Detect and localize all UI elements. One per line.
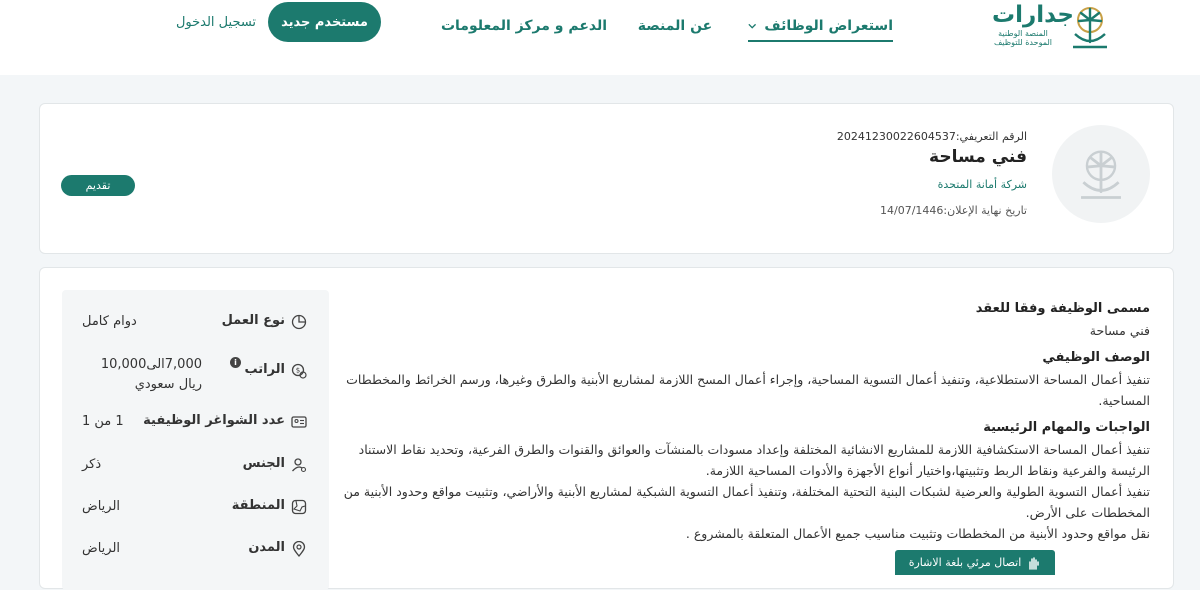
sign-language-hand-icon: [1027, 556, 1041, 570]
work-type-value: دوام كامل: [82, 314, 137, 329]
user-gender-icon: [291, 457, 307, 473]
company-link[interactable]: شركة أمانة المتحدة: [937, 178, 1027, 191]
city-value: الرياض: [82, 541, 121, 556]
salary-icon: [291, 363, 307, 379]
job-description-section: [342, 298, 1150, 544]
logo-name: جدارات: [992, 2, 1074, 28]
job-info-panel: [62, 290, 329, 590]
duty-item: تنفيذ أعمال المساحة الاستكشافية اللازمة للمشاريع الانشائية المختلفة وإعداد مسودات بالمنشآت والعوائق والقنوات والطرق الفرعية، وتحديد نقاط الاستناد الرئيسة والفرعية ونقاط الربط وتثبيتها،واختيار أنواع الأجهزة والأدوات المساحية اللازمة.: [358, 442, 1150, 478]
svg-text:$: $: [295, 366, 301, 375]
apply-button[interactable]: تقديم: [61, 175, 135, 196]
work-type-label: نوع العمل: [221, 313, 285, 328]
nav-support[interactable]: [435, 14, 608, 38]
contract-title-heading: مسمى الوظيفة وفقا للعقد: [975, 301, 1150, 316]
duty-item: تنفيذ أعمال التسوية الطولية والعرضية لشبكات البنية التحتية المختلفة، وتنفيذ أعمال التسوية الشبكية لمشاريع الأبنية والأراضي، وتثبيت مواقع وحدود الأبنية من المخططات على الأرض.: [343, 484, 1150, 520]
job-title: فني مساحة: [929, 147, 1027, 167]
region-value: الرياض: [82, 499, 121, 514]
info-icon[interactable]: i: [230, 357, 241, 368]
chevron-down-icon: [748, 21, 756, 31]
description-heading: الوصف الوظيفي: [1042, 350, 1150, 365]
new-user-button[interactable]: مستخدم جديد: [268, 2, 381, 42]
sign-language-call-button[interactable]: [895, 550, 1055, 575]
city-label: المدن: [248, 540, 285, 555]
palm-logo-icon: [1067, 4, 1113, 50]
company-logo-icon: [1074, 147, 1128, 201]
sign-language-label: اتصال مرئي بلغة الاشارة: [908, 556, 1022, 569]
description-text: تنفيذ أعمال المساحة الاستطلاعية، وتنفيذ أعمال التسوية المساحية، وإجراء أعمال المسح اللازمة لمشاريع الأبنية والطرق وغيرها، ورسم الخرائط والمخططات المساحية.: [346, 372, 1150, 408]
company-logo: [1052, 125, 1150, 223]
location-pin-icon: [291, 541, 307, 557]
id-card-icon: [291, 414, 307, 430]
gender-value: ذكر: [82, 457, 102, 472]
map-region-icon: [291, 499, 307, 515]
login-link[interactable]: تسجيل الدخول: [175, 14, 257, 30]
salary-value: 7,000الى10,000 ريال سعودي: [100, 357, 202, 392]
nav-jobs-label: استعراض الوظائف: [764, 18, 893, 34]
contract-title-value: فني مساحة: [1089, 323, 1150, 338]
pie-chart-icon: [291, 314, 307, 330]
jadarat-logo[interactable]: [992, 2, 1122, 52]
gender-label: الجنس: [242, 456, 285, 471]
job-reference-number: الرقم التعريفي:20241230022604537: [836, 130, 1027, 143]
vacancies-value: 1 من 1: [82, 414, 124, 429]
region-label: المنطقة: [231, 498, 285, 513]
ad-deadline: تاريخ نهاية الإعلان:14/07/1446: [880, 204, 1027, 217]
duty-item: نقل مواقع وحدود الأبنية من المخططات وتثبيت مناسيب جميع الأعمال المتعلقة بالمشروع .: [685, 526, 1150, 541]
nav-about[interactable]: [637, 14, 713, 38]
salary-label: الراتب: [244, 362, 285, 377]
nav-about-label: عن المنصة: [637, 18, 713, 34]
top-navigation-bar: [0, 0, 1200, 75]
vacancies-label: عدد الشواغر الوظيفية: [143, 413, 285, 428]
nav-support-label: الدعم و مركز المعلومات: [440, 18, 608, 34]
nav-jobs[interactable]: [748, 14, 893, 42]
logo-subtitle: المنصة الوطنية الموحدة للتوظيف: [994, 29, 1052, 47]
duties-heading: الواجبات والمهام الرئيسية: [983, 420, 1150, 435]
